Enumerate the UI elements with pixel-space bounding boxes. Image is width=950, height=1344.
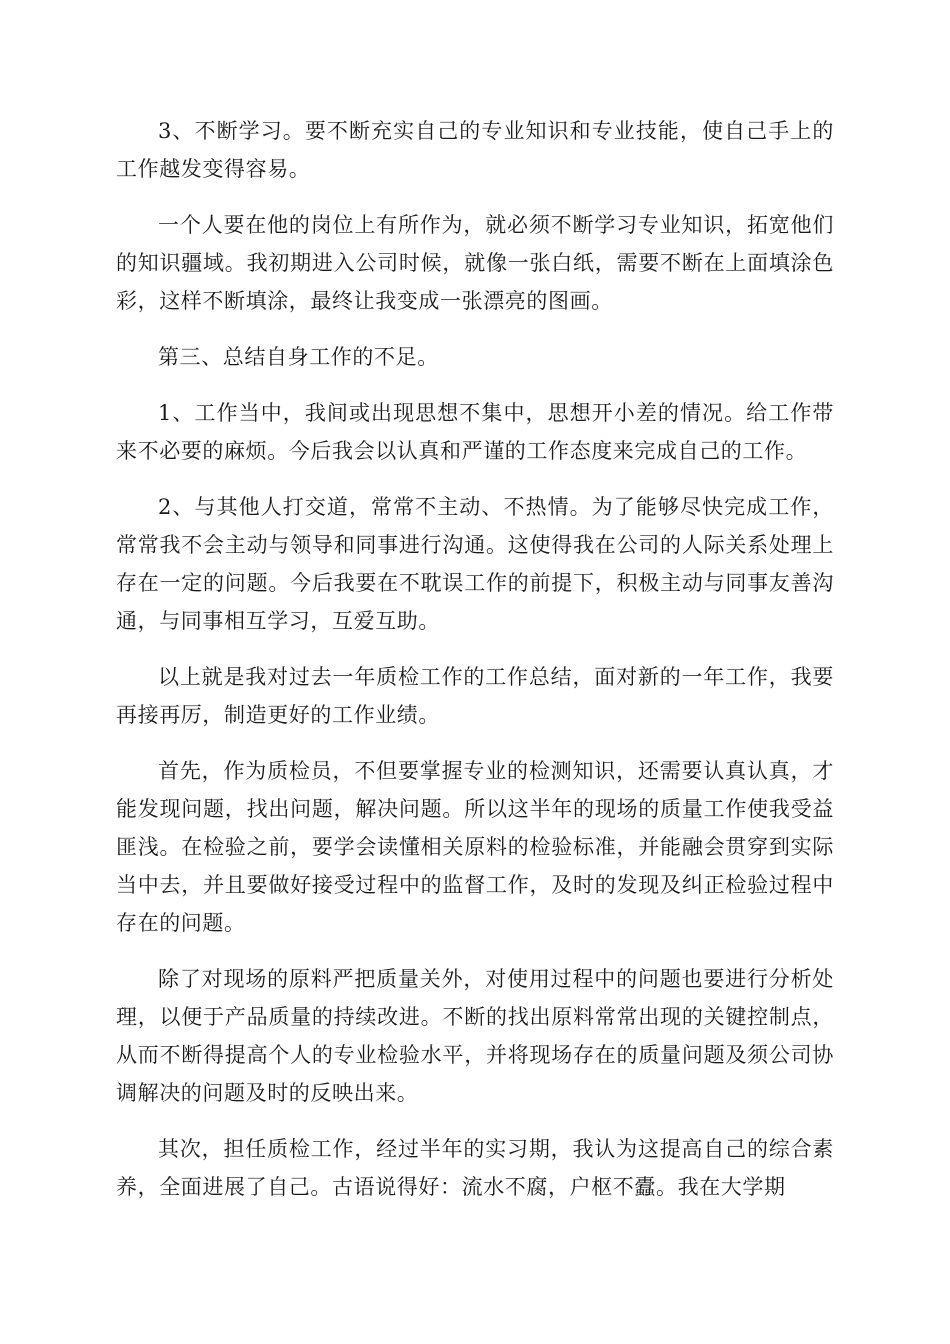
paragraph-shortcoming-1: 1、工作当中，我间或出现思想不集中，思想开小差的情况。给工作带来不必要的麻烦。今后我会以认真和严谨的工作态度来完成自己的工作。: [116, 401, 834, 463]
document-body: [116, 112, 834, 1224]
paragraph-second-point: 其次，担任质检工作，经过半年的实习期，我认为这提高自己的综合素养，全面进展了自己。古语说得好：流水不腐，户枢不蠹。我在大学期: [116, 1137, 834, 1199]
section-heading-shortcomings: 第三、总结自身工作的不足。: [158, 345, 439, 369]
paragraph-summary: 以上就是我对过去一年质检工作的工作总结，面对新的一年工作，我要再接再厉，制造更好的工作业绩。: [116, 665, 834, 727]
paragraph-shortcoming-2: 2、与其他人打交道，常常不主动、不热情。为了能够尽快完成工作，常常我不会主动与领导和同事进行沟通。这使得我在公司的人际关系处理上存在一定的问题。今后我要在不耽误工作的前提下，积极主动与同事友善沟通，与同事相互学习，互爱互助。: [116, 495, 834, 633]
paragraph-learning-item: 3、不断学习。要不断充实自己的专业知识和专业技能，使自己手上的工作越发变得容易。: [116, 119, 834, 181]
paragraph-material-quality: 除了对现场的原料严把质量关外，对使用过程中的问题也要进行分析处理，以便于产品质量的持续改进。不断的找出原料常常出现的关键控制点，从而不断得提高个人的专业检验水平，并将现场存在的质量问题及须公司协调解决的问题及时的反映出来。: [116, 967, 834, 1105]
paragraph-learning-detail: 一个人要在他的岗位上有所作为，就必须不断学习专业知识，拓宽他们的知识疆域。我初期进入公司时候，就像一张白纸，需要不断在上面填涂色彩，这样不断填涂，最终让我变成一张漂亮的图画。: [116, 213, 834, 313]
paragraph-first-point: 首先，作为质检员，不但要掌握专业的检测知识，还需要认真认真，才能发现问题，找出问题，解决问题。所以这半年的现场的质量工作使我受益匪浅。在检验之前，要学会读懂相关原料的检验标准，并能融会贯穿到实际当中去，并且要做好接受过程中的监督工作，及时的发现及纠正检验过程中存在的问题。: [116, 759, 834, 935]
